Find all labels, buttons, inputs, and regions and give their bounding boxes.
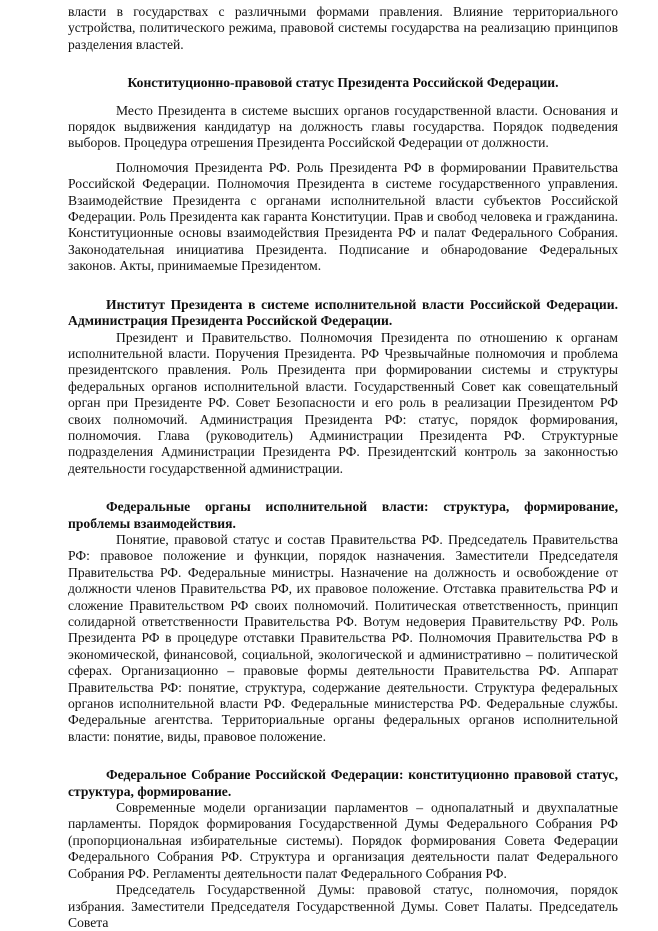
paragraph-president-powers: Полномочия Президента РФ. Роль Президента РФ в формировании Правительства Российской Федерации. Полномочия Президента в системе государственного управления. Взаимодействие Президента с органами исполнительной власти субъектов Российской Федерации. Роль Президента как гаранта Конституции. Прав и свобод человека и гражданина. Конституционные основы взаимодействия Президента РФ и палат Федерального Собрания. Законодательная инициатива Президента. Подписание и обнародование Федеральных законов. Акты, принимаемые Президентом. bbox=[68, 159, 618, 274]
section-heading-federal-executive: Федеральные органы исполнительной власти: структура, формирование, проблемы взаимодействия. bbox=[68, 499, 618, 531]
paragraph-president-place: Место Президента в системе высших органов государственной власти. Основания и порядок выдвижения кандидатур на должность главы государства. Порядок подведения выборов. Процедура отрешения Президента Российской Федерации от должности. bbox=[68, 102, 618, 151]
paragraph-government-status: Понятие, правовой статус и состав Правительства РФ. Председатель Правительства РФ: правовое положение и функции, порядок назначения. Заместители Председателя Правительства РФ. Федеральные министры. Назначение на должность и освобождение от должности членов Правительства РФ, их правовое положение. Отставка правительства РФ и сложение Правительством РФ своих полномочий. Политическая ответственность, принцип солидарной ответственности Правительства РФ. Вотум недоверия Правительству РФ. Роль Президента РФ в процедуре отставки Правительства РФ. Полномочия Правительства РФ в экономической, финансовой, социальной, экологической и административно – политической сферах. Организационно – правовые формы деятельности Правительства РФ. Аппарат Правительства РФ: понятие, структура, содержание деятельности. Структура федеральных органов исполнительной власти РФ. Федеральные министерства РФ. Федеральные службы. Федеральные агентства. Территориальные органы федеральных органов исполнительной власти: понятие, виды, правовое положение. bbox=[68, 531, 618, 744]
paragraph-president-government: Президент и Правительство. Полномочия Президента по отношению к органам исполнительной власти. Поручения Президента. РФ Чрезвычайные полномочия и проблема президентского правления. Роль Президента при формировании системы и структуры федеральных органов исполнительной власти. Государственный Совет как совещательный орган при Президенте РФ. Совет Безопасности и его роль в реализации Президентом РФ своих полномочий. Администрация Президента РФ: статус, порядок формирования, полномочия. Глава (руководитель) Администрации Президента РФ. Структурные подразделения Администрации Президента РФ. Президентский контроль за законностью деятельности государственной администрации. bbox=[68, 329, 618, 476]
section-heading-federal-assembly: Федеральное Собрание Российской Федерации: конституционно правовой статус, структура, формирование. bbox=[68, 767, 618, 799]
section-heading-president-institute: Институт Президента в системе исполнительной власти Российской Федерации. Администрация Президента Российской Федерации. bbox=[68, 296, 618, 329]
section-heading-president-status: Конституционно-правовой статус Президента Российской Федерации. bbox=[127, 75, 559, 91]
paragraph-duma-chairman: Председатель Государственной Думы: правовой статус, полномочия, порядок избрания. Заместители Председателя Государственной Думы. Совет Палаты. Председатель Совета bbox=[68, 882, 618, 930]
paragraph-parliament-models: Современные модели организации парламентов – однопалатный и двухпалатные парламенты. Порядок формирования Государственной Думы Федерального Собрания РФ (пропорциональная избирательные системы). Порядок формирования Совета Федерации Федерального Собрания РФ. Структура и организация деятельности палат Федерального Собрания РФ. Регламенты деятельности палат Федерального Собрания РФ. bbox=[68, 800, 618, 881]
intro-paragraph: власти в государствах с различными формами правления. Влияние территориального устройства, политического режима, правовой системы государства на реализацию принципов разделения властей. bbox=[68, 4, 618, 52]
